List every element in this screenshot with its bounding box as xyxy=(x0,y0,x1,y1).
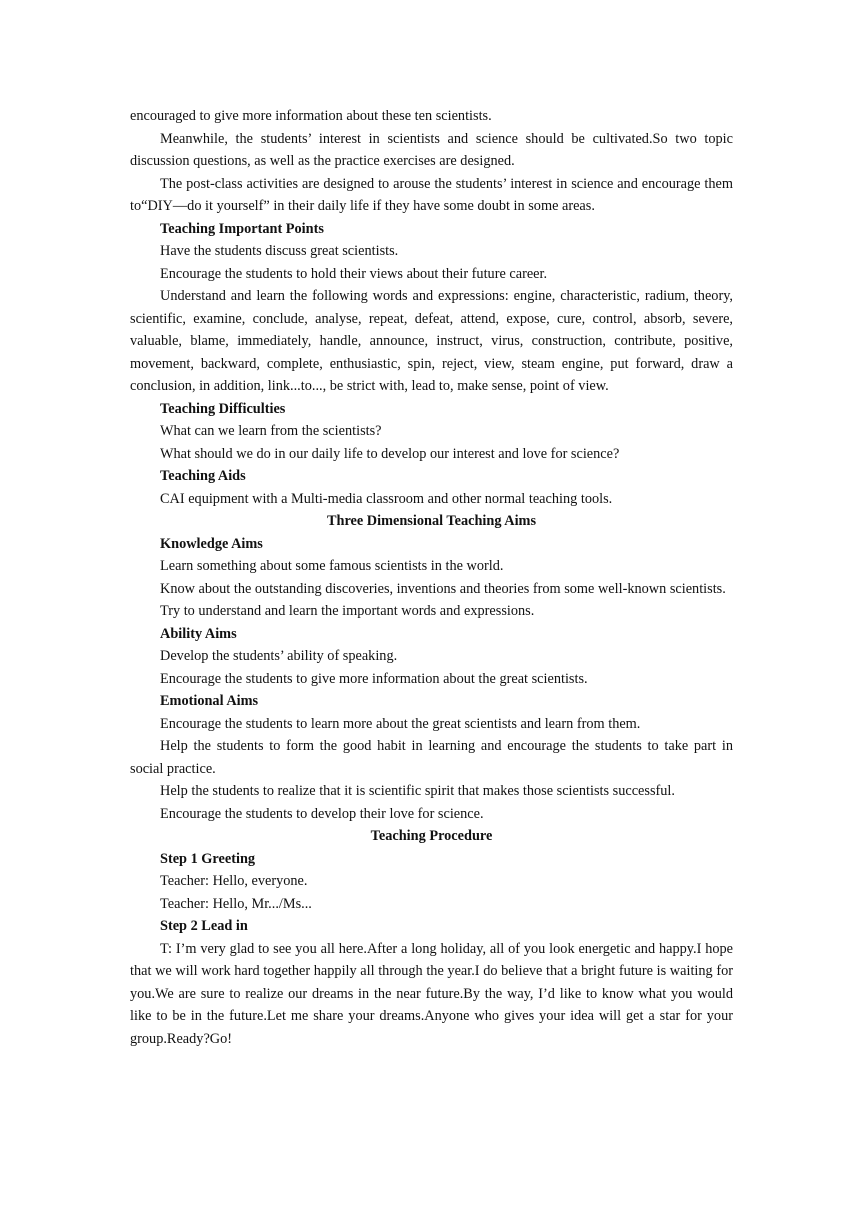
centered-title: Three Dimensional Teaching Aims xyxy=(326,513,537,529)
body-paragraph: Encourage the students to develop their love for science. xyxy=(160,805,484,822)
body-paragraph: Encourage the students to give more information about the great scientists. xyxy=(160,670,588,687)
body-paragraph: Learn something about some famous scientists in the world. xyxy=(160,558,504,574)
body-paragraph: Have the students discuss great scientists. xyxy=(160,243,399,259)
body-paragraph: Teacher: Hello, everyone. xyxy=(160,873,308,889)
body-paragraph: CAI equipment with a Multi-media classroom and other normal teaching tools. xyxy=(160,490,613,507)
centered-title: Teaching Procedure xyxy=(370,828,493,844)
body-paragraph: Help the students to form the good habit in learning and encourage the students to take part in social practice. xyxy=(130,738,733,777)
section-heading: Step 1 Greeting xyxy=(160,850,256,867)
section-heading: Teaching Important Points xyxy=(160,220,324,237)
body-paragraph: encouraged to give more information about these ten scientists. xyxy=(130,108,492,124)
body-paragraph: What should we do in our daily life to develop our interest and love for science? xyxy=(160,445,620,462)
body-paragraph: Help the students to realize that it is scientific spirit that makes those scientists successful. xyxy=(160,783,675,799)
section-heading: Teaching Aids xyxy=(160,468,246,484)
section-heading: Emotional Aims xyxy=(160,693,259,709)
body-paragraph: The post-class activities are designed to arouse the students’ interest in science and encourage them to“DIY—do it yourself” in their daily life if they have some doubt in some areas. xyxy=(130,175,733,214)
body-paragraph: Develop the students’ ability of speaking. xyxy=(160,648,398,664)
body-paragraph: Understand and learn the following words and expressions: engine, characteristic, radium, theory, scientific, examine, conclude, analyse, repeat, defeat, attend, expose, cure, control, absorb, severe, valuable, blame, immediately, handle, announce, instruct, virus, construction, contribute, positive, movement, backward, complete, enthusiastic, spin, reject, view, steam engine, put forward, draw a conclusion, in addition, link...to..., be strict with, lead to, make sense, point of view. xyxy=(130,288,733,394)
body-paragraph: T: I’m very glad to see you all here.After a long holiday, all of you look energetic and happy.I hope that we will work hard together happily all through the year.I do believe that a bright future is waiting for you.We are sure to realize our dreams in the near future.By the way, I’d like to know what you would like to be in the future.Let me share your dreams.Anyone who gives your idea will get a star for your group.Ready?Go! xyxy=(130,940,733,1047)
section-heading: Knowledge Aims xyxy=(160,535,263,552)
body-paragraph: Try to understand and learn the important words and expressions. xyxy=(160,603,535,619)
body-paragraph: Encourage the students to learn more about the great scientists and learn from them. xyxy=(160,715,641,732)
body-paragraph: What can we learn from the scientists? xyxy=(160,423,382,439)
body-paragraph: Teacher: Hello, Mr.../Ms... xyxy=(160,895,312,912)
section-heading: Teaching Difficulties xyxy=(160,400,286,417)
body-paragraph: Encourage the students to hold their views about their future career. xyxy=(160,265,548,282)
section-heading: Step 2 Lead in xyxy=(160,918,248,934)
section-heading: Ability Aims xyxy=(160,625,237,642)
body-paragraph: Meanwhile, the students’ interest in scientists and science should be cultivated.So two topic discussion questions, as well as the practice exercises are designed. xyxy=(130,130,733,169)
body-paragraph: Know about the outstanding discoveries, inventions and theories from some well-known scientists. xyxy=(160,580,726,597)
document-page xyxy=(130,105,733,1050)
